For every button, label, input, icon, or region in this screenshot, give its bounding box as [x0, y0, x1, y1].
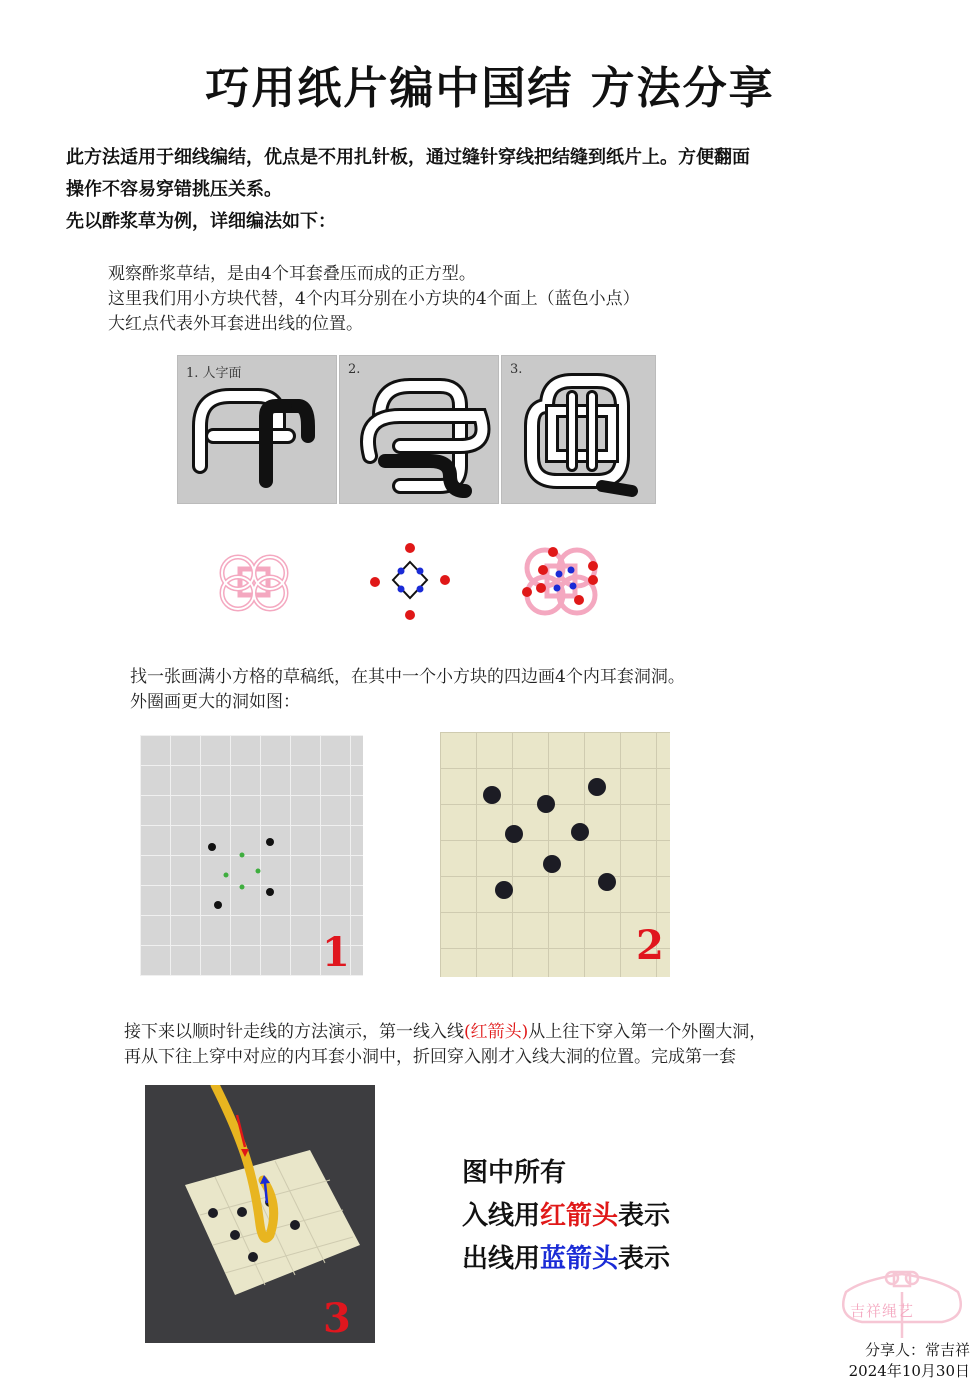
para1-line-2: 这里我们用小方块代替，4个内耳分别在小方块的4个面上（蓝色小点）	[108, 289, 640, 309]
knot-with-dots-diagram	[515, 540, 605, 625]
legend-line-3	[462, 1238, 670, 1281]
inner-blue-dot	[417, 586, 424, 593]
para1-line-1: 观察酢浆草结，是由4个耳套叠压而成的正方型。	[108, 264, 476, 284]
para3-line-2: 再从下往上穿中对应的内耳套小洞中，折回穿入刚才入线大洞的位置。完成第一套	[124, 1047, 736, 1067]
diagram-label-1: 1. 人字面	[186, 366, 242, 381]
diagram-panel-2	[339, 355, 499, 504]
para3-line-1-part-a: 接下来以顺时针走线的方法演示，第一线入线	[124, 1022, 464, 1042]
square-dot-diagram	[365, 540, 455, 625]
inner-blue-dot	[417, 568, 424, 575]
photo-number-1: 1	[322, 929, 350, 976]
legend-line-3-b: 表示	[618, 1244, 671, 1274]
page-title: 巧用纸片编中国结 方法分享	[205, 63, 775, 114]
intro-line-1: 此方法适用于细线编结，优点是不用扎针板，通过缝针穿线把结缝到纸片上。方便翻面	[66, 147, 750, 168]
legend-line-2-b: 表示	[618, 1201, 671, 1231]
outer-red-dot	[370, 577, 380, 587]
para2-line-2: 外圈画更大的洞如图：	[130, 692, 300, 712]
diagram-panel-3	[501, 355, 656, 504]
para1-line-3: 大红点代表外耳套进出线的位置。	[108, 314, 363, 334]
watermark-logo	[832, 1262, 972, 1340]
legend-red-arrow: 红箭头	[540, 1201, 619, 1231]
para2-line-1: 找一张画满小方格的草稿纸，在其中一个小方块的四边画4个内耳套洞洞。	[130, 667, 685, 687]
legend-line-2-a: 入线用	[462, 1201, 541, 1231]
inner-blue-dot	[398, 568, 405, 575]
legend-blue-arrow: 蓝箭头	[540, 1244, 619, 1274]
photo-thread-demo	[145, 1085, 375, 1343]
legend-line-2	[462, 1195, 670, 1238]
outer-red-dot	[405, 610, 415, 620]
inner-blue-dot	[398, 586, 405, 593]
photo-number-2: 2	[636, 922, 664, 969]
intro-line-2: 操作不容易穿错挑压关系。	[66, 179, 282, 200]
legend-line-3-a: 出线用	[462, 1244, 541, 1274]
red-arrow-note: (红箭头)	[464, 1022, 529, 1042]
intro-line-3: 先以酢浆草为例，详细编法如下：	[66, 211, 336, 232]
outer-red-dot	[440, 575, 450, 585]
diagram-panel-1	[177, 355, 337, 504]
pink-knot-diagram	[210, 545, 298, 617]
sharer-credit: 分享人：常吉祥	[864, 1341, 970, 1359]
photo-grid-paper-2	[440, 732, 670, 977]
photo-number-3: 3	[323, 1295, 351, 1342]
diagram-label-2: 2.	[348, 362, 361, 377]
legend-line-1: 图中所有	[462, 1158, 567, 1188]
knot-step-2-drawing	[340, 356, 498, 503]
outer-red-dot	[405, 543, 415, 553]
diagram-label-3: 3.	[510, 362, 523, 377]
photo-grid-paper-1	[140, 735, 363, 976]
para3-line-1-part-b: 从上往下穿入第一个外圈大洞，	[528, 1022, 767, 1042]
share-date: 2024年10月30日	[848, 1362, 970, 1380]
para3-line-1	[124, 1020, 766, 1045]
watermark-text: 吉祥绳艺	[850, 1302, 915, 1320]
knot-step-3-drawing	[502, 356, 655, 503]
